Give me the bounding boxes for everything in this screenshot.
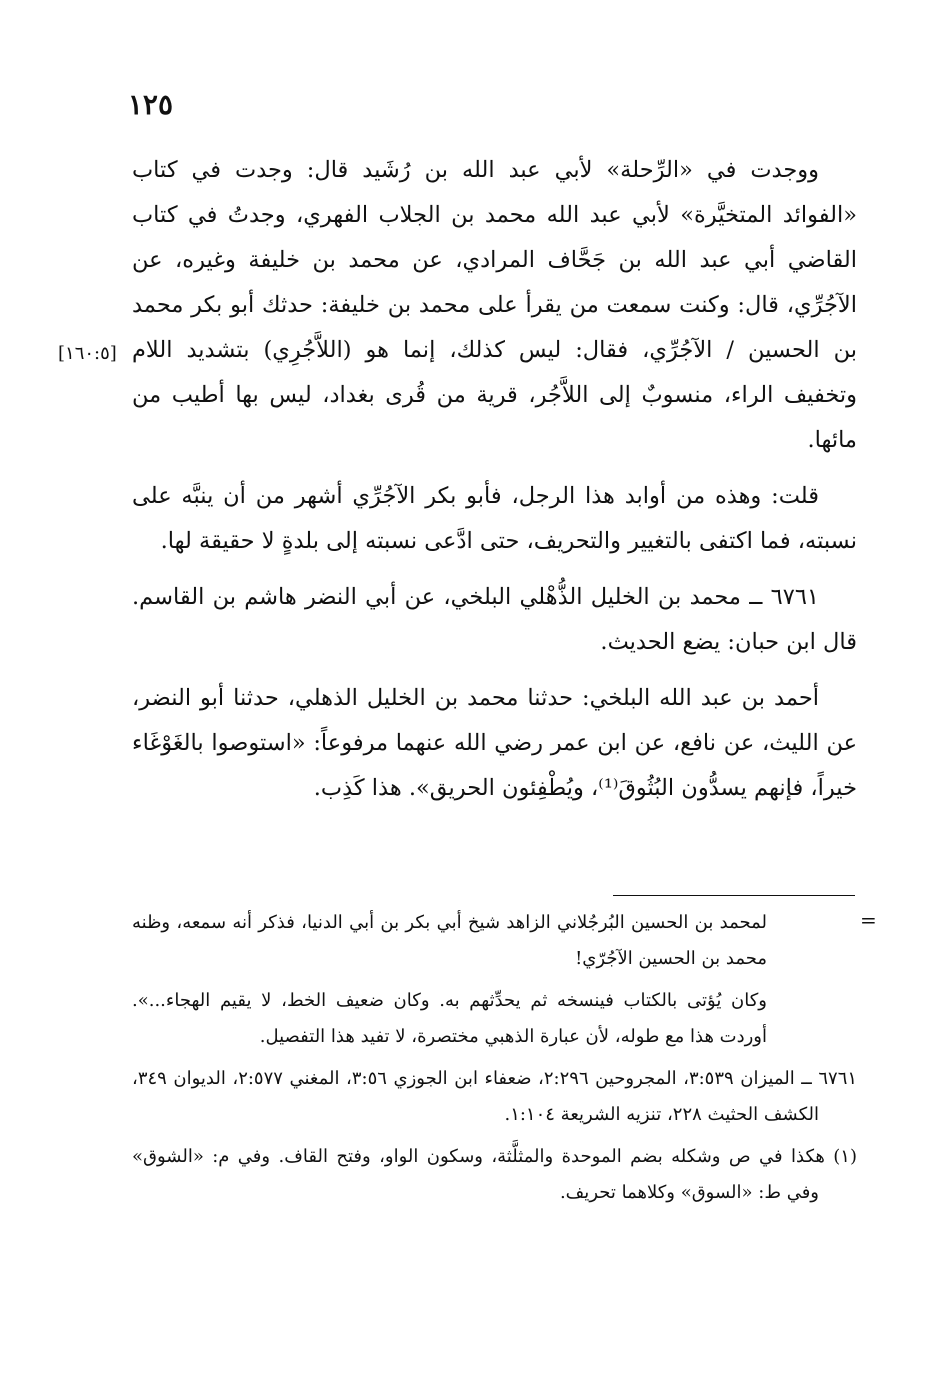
footnotes: [132, 905, 857, 1217]
continuation-mark: =: [860, 908, 877, 932]
footnote-separator: [613, 895, 855, 896]
paragraph-hadith: أحمد بن عبد الله البلخي: حدثنا محمد بن الخليل الذهلي، حدثنا أبو النضر، عن الليث، عن نافع، عن ابن عمر رضي الله عنهما مرفوعاً: «استوصوا بالغَوْغَاء خيراً، فإنهم يسدُّون البُثُوقَ⁽¹⁾، ويُطْفِئون الحريق». هذا كَذِب.: [132, 685, 857, 801]
footnote-continued-2: وكان يُؤتى بالكتاب فينسخه ثم يحدِّثهم به. وكان ضعيف الخط، لا يقيم الهجاء...». أوردت هذا مع طوله، لأن عبارة الذهبي مختصرة، لا تفيد هذا التفصيل.: [132, 990, 767, 1047]
paragraph-rihla: ووجدت في «الرِّحلة» لأبي عبد الله بن رُشَيد قال: وجدت في كتاب «الفوائد المتخيَّرة» لأبي عبد الله محمد بن الجلاب الفهري، وجدتُ في كتاب القاضي أبي عبد الله بن جَحَّاف المرادي، عن محمد بن خليفة وغيره، عن الآجُرِّي، قال: وكنت سمعت من يقرأ على محمد بن خليفة: حدثك أبو بكر محمد بن الحسين / الآجُرِّي، فقال: ليس كذلك، إنما هو (اللاَّجُرِي) بتشديد اللام وتخفيف الراء، منسوبٌ إلى اللاَّجُر، قرية من قُرى بغداد، ليس بها أطيب من مائها.: [132, 157, 857, 453]
main-text: [132, 148, 857, 822]
footnote-entry-6761: ٦٧٦١ ــ الميزان ٣:٥٣٩، المجروحين ٢:٢٩٦، ضعفاء ابن الجوزي ٣:٥٦، المغني ٢:٥٧٧، الديوان ٣٤٩، الكشف الحثيث ٢٢٨، تنزيه الشريعة ١:١٠٤.: [132, 1068, 858, 1125]
footnote-continued: لمحمد بن الحسين البُرجُلاني الزاهد شيخ أبي بكر بن أبي الدنيا، فذكر أنه سمعه، وظنه محمد بن الحسين الآجُرّي!: [132, 912, 767, 969]
paragraph-comment: قلت: وهذه من أوابد هذا الرجل، فأبو بكر الآجُرِّي أشهر من أن ينبَّه على نسبته، فما اكتفى بالتغيير والتحريف، حتى ادَّعى نسبته إلى بلدةٍ لا حقيقة لها.: [132, 483, 857, 554]
margin-reference: [١٦٠:٥]: [58, 343, 117, 364]
entry-6761-heading: ٦٧٦١ ــ محمد بن الخليل الذُّهْلي البلخي، عن أبي النضر هاشم بن القاسم. قال ابن حبان: يضع الحديث.: [132, 584, 857, 655]
page-number: ١٢٥: [127, 88, 173, 121]
footnote-1: (١) هكذا في ص وشكله بضم الموحدة والمثلَّثة، وسكون الواو، وفتح القاف. وفي م: «الشوق» وفي ط: «السوق» وكلاهما تحريف.: [132, 1146, 857, 1203]
